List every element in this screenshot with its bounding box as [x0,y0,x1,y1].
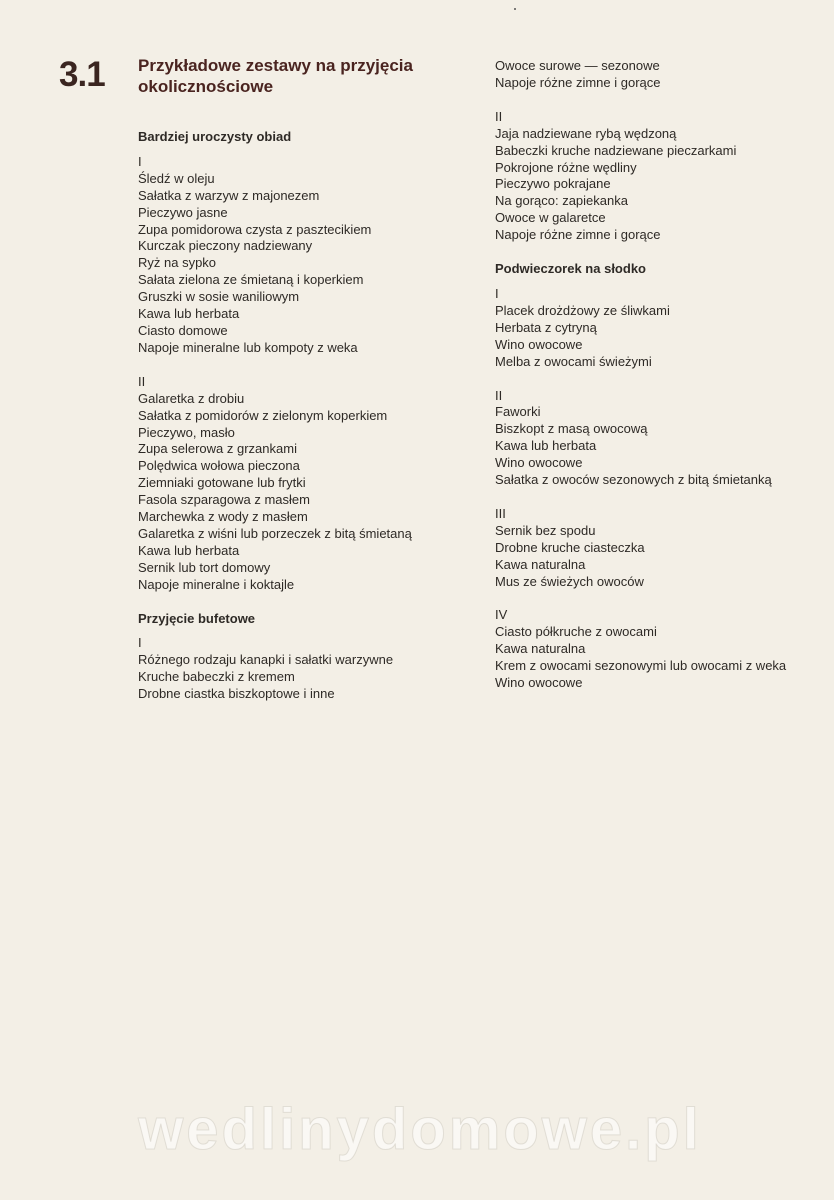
left-column [138,129,468,703]
menu-item: Różnego rodzaju kanapki i sałatki warzywne [138,652,394,668]
menu-item: Polędwica wołowa pieczona [138,458,300,474]
set-label: I [495,285,499,301]
menu-item: Sernik lub tort domowy [138,559,271,575]
right-column [495,58,815,692]
menu-item: Wino owocowe [495,455,583,471]
menu-item: Zupa pomidorowa czysta z pasztecikiem [138,221,372,237]
menu-item: Pieczywo pokrajane [495,176,611,192]
menu-item: Kruche babeczki z kremem [138,669,295,685]
menu-item: Jaja nadziewane rybą wędzoną [495,125,677,141]
menu-item: Napoje różne zimne i gorące [495,74,661,90]
menu-item: Babeczki kruche nadziewane pieczarkami [495,142,737,158]
menu-item: Galaretka z wiśni lub porzeczek z bitą śmietaną [138,525,412,541]
menu-list-podwieczorek-2 [495,404,815,489]
menu-item: Kawa lub herbata [138,542,240,558]
menu-item: Owoce w galaretce [495,210,606,226]
menu-item: Zupa selerowa z grzankami [138,441,297,457]
menu-item: Kawa lub herbata [495,438,597,454]
menu-item: Kawa lub herbata [138,306,240,322]
set-label: II [495,108,503,124]
menu-item: Marchewka z wody z masłem [138,509,308,525]
menu-list-podwieczorek-1 [495,303,815,371]
print-speck [514,8,516,10]
set-label: IV [495,607,508,623]
menu-item: Wino owocowe [495,675,583,691]
set-label: I [138,153,142,169]
menu-heading-obiad: Bardziej uroczysty obiad [138,129,292,144]
menu-item: Herbata z cytryną [495,319,597,335]
menu-heading-podwieczorek: Podwieczorek na słodko [495,261,646,277]
menu-item: Ciasto półkruche z owocami [495,624,657,640]
menu-item: Sałata zielona ze śmietaną i koperkiem [138,272,364,288]
menu-item: Galaretka z drobiu [138,390,245,406]
menu-item: Ciasto domowe [138,322,228,338]
set-label: III [495,505,506,521]
menu-list-obiad-2 [138,391,468,594]
menu-list-obiad-1 [138,171,468,357]
menu-list-bufet-1b [495,58,815,92]
menu-item: Wino owocowe [495,336,583,352]
set-label: II [495,387,503,403]
menu-item: Śledź w oleju [138,170,215,186]
menu-item: Kawa naturalna [495,556,586,572]
section-title: Przykładowe zestawy na przyjęcia okolicznościowe [138,56,413,96]
menu-list-bufet-1a [138,652,468,703]
menu-item: Napoje różne zimne i gorące [495,227,661,243]
menu-item: Melba z owocami świeżymi [495,353,652,369]
menu-item: Owoce surowe — sezonowe [495,58,660,73]
menu-item: Napoje mineralne i koktajle [138,576,295,592]
menu-item: Gruszki w sosie waniliowym [138,289,300,305]
menu-item: Biszkopt z masą owocową [495,421,648,437]
menu-item: Sernik bez spodu [495,522,596,538]
menu-item: Sałatka z owoców sezonowych z bitą śmietanką [495,472,772,488]
menu-list-podwieczorek-3 [495,523,815,591]
menu-heading-bufet: Przyjęcie bufetowe [138,610,256,626]
menu-item: Mus ze świeżych owoców [495,573,644,589]
menu-item: Fasola szparagowa z masłem [138,492,310,508]
menu-item: Drobne kruche ciasteczka [495,539,645,555]
menu-item: Pokrojone różne wędliny [495,159,637,175]
menu-item: Na gorąco: zapiekanka [495,193,628,209]
menu-item: Ryż na sypko [138,255,217,271]
set-label: II [138,373,146,389]
menu-item: Krem z owocami sezonowymi lub owocami z weka [495,658,787,674]
section-number: 3.1 [59,55,105,94]
menu-item: Drobne ciastka biszkoptowe i inne [138,686,335,702]
set-label: I [138,635,142,651]
watermark: wedlinydomowe.pl [138,1097,702,1162]
menu-item: Pieczywo, masło [138,424,235,440]
menu-item: Ziemniaki gotowane lub frytki [138,475,306,491]
menu-list-bufet-2 [495,126,815,244]
menu-item: Sałatka z pomidorów z zielonym koperkiem [138,407,388,423]
menu-item: Napoje mineralne lub kompoty z weka [138,339,358,355]
menu-item: Placek drożdżowy ze śliwkami [495,302,670,318]
menu-item: Kurczak pieczony nadziewany [138,238,313,254]
menu-item: Pieczywo jasne [138,204,228,220]
menu-item: Kawa naturalna [495,641,586,657]
menu-item: Sałatka z warzyw z majonezem [138,187,320,203]
menu-item: Faworki [495,404,541,420]
menu-list-podwieczorek-4 [495,624,815,692]
